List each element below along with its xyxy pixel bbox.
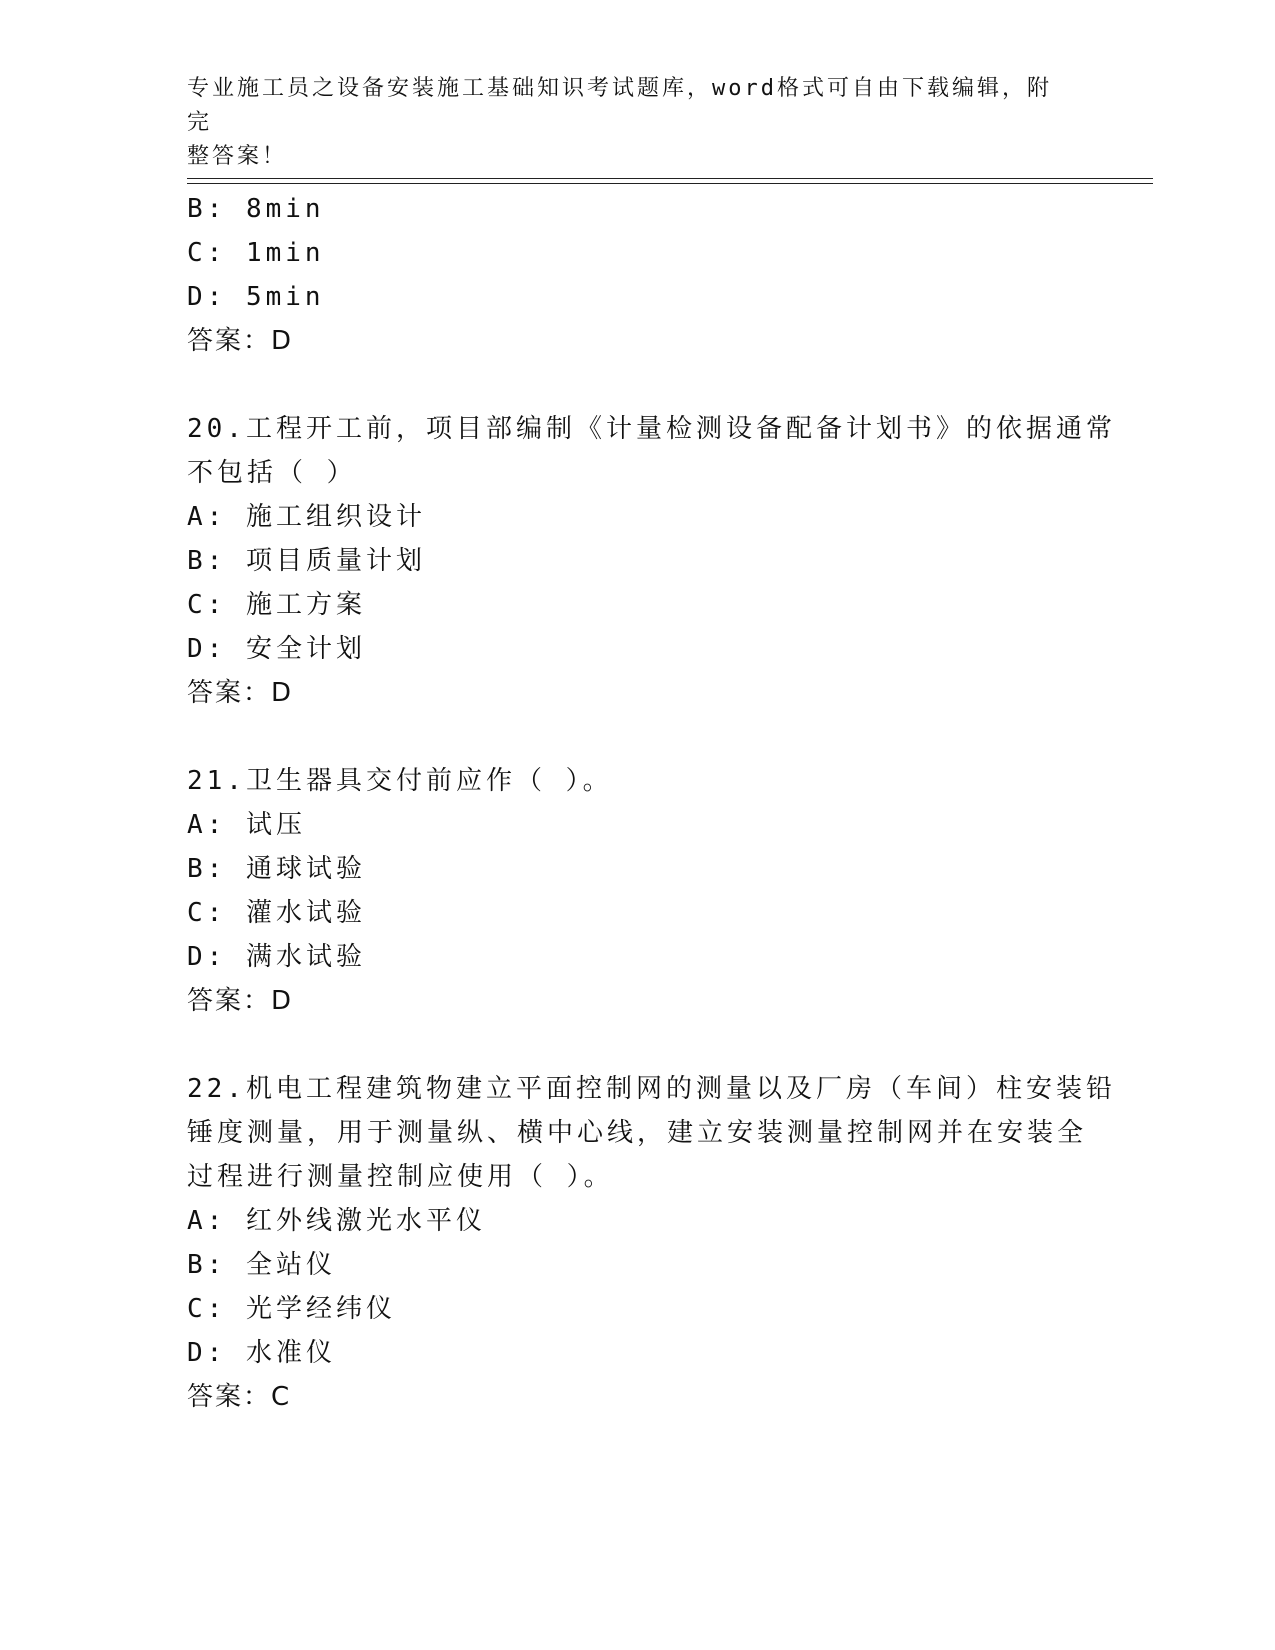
header-divider-bottom bbox=[187, 183, 1153, 184]
q22-stem-line-3: 过程进行测量控制应使用（ ）。 bbox=[187, 1162, 614, 1192]
q21-stem-line-1: 21.卫生器具交付前应作（ ）。 bbox=[187, 766, 613, 796]
q20-answer: 答案：D bbox=[187, 678, 294, 708]
q22-option-d: D: 水准仪 bbox=[187, 1338, 336, 1368]
q21-answer: 答案：D bbox=[187, 986, 294, 1016]
q20-stem-line-1: 20.工程开工前，项目部编制《计量检测设备配备计划书》的依据通常 bbox=[187, 414, 1116, 444]
q20-option-c: C: 施工方案 bbox=[187, 590, 366, 620]
header-divider-top bbox=[187, 178, 1153, 179]
q22-stem-line-2: 锤度测量，用于测量纵、横中心线，建立安装测量控制网并在安装全 bbox=[187, 1118, 1088, 1148]
document-header bbox=[187, 72, 1067, 174]
q19-option-d: D: 5min bbox=[187, 282, 325, 312]
q22-answer: 答案：C bbox=[187, 1382, 292, 1412]
q21-option-a: A: 试压 bbox=[187, 810, 306, 840]
header-line-2: 整答案！ bbox=[187, 144, 288, 169]
q20-option-b: B: 项目质量计划 bbox=[187, 546, 426, 576]
q19-option-b: B: 8min bbox=[187, 194, 325, 224]
q20-option-d: D: 安全计划 bbox=[187, 634, 366, 664]
q22-option-c: C: 光学经纬仪 bbox=[187, 1294, 396, 1324]
q20-stem-line-2: 不包括（ ） bbox=[187, 458, 357, 488]
q22-stem-line-1: 22.机电工程建筑物建立平面控制网的测量以及厂房（车间）柱安装铅 bbox=[187, 1074, 1116, 1104]
q20-option-a: A: 施工组织设计 bbox=[187, 502, 426, 532]
q22-option-b: B: 全站仪 bbox=[187, 1250, 336, 1280]
q19-answer: 答案：D bbox=[187, 326, 294, 356]
header-line-1: 专业施工员之设备安装施工基础知识考试题库，word格式可自由下载编辑，附完 bbox=[187, 76, 1052, 135]
q22-option-a: A: 红外线激光水平仪 bbox=[187, 1206, 486, 1236]
q21-option-b: B: 通球试验 bbox=[187, 854, 366, 884]
q19-option-c: C: 1min bbox=[187, 238, 325, 268]
q21-option-d: D: 满水试验 bbox=[187, 942, 366, 972]
q21-option-c: C: 灌水试验 bbox=[187, 898, 366, 928]
